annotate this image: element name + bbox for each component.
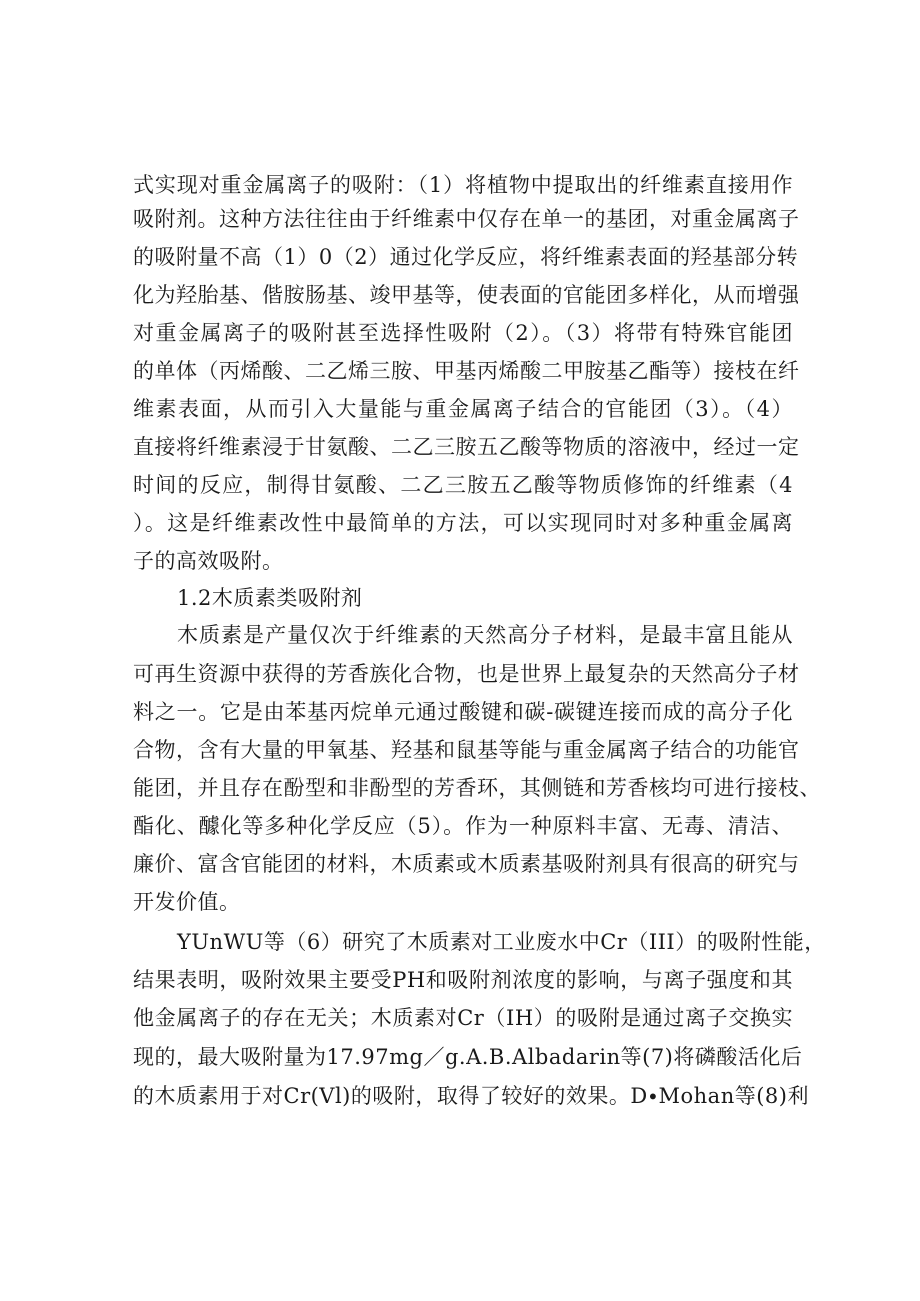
text-line: 合物，含有大量的甲氧基、羟基和鼠基等能与重金属离子结合的功能官: [133, 738, 800, 762]
text-line: 的吸附量不高（1）0（2）通过化学反应，将纤维素表面的羟基部分转: [133, 245, 799, 269]
text-line: 开发价值。: [133, 890, 241, 914]
text-line: 现的，最大吸附量为17.97mg／g.A.B.Albadarin等(7)将磷酸活化后: [133, 1045, 803, 1069]
text-line: 化为羟胎基、偕胺肠基、竣甲基等，使表面的官能团多样化，从而增强: [133, 283, 800, 307]
text-line: 直接将纤维素浸于甘氨酸、二乙三胺五乙酸等物质的溶液中，经过一定: [133, 435, 800, 459]
text-line: 式实现对重金属离子的吸附：（1）将植物中提取出的纤维素直接用作: [133, 173, 793, 197]
text-line: 可再生资源中获得的芳香族化合物，也是世界上最复杂的天然高分子材: [133, 662, 800, 686]
section-heading: 1.2木质素类吸附剂: [177, 586, 363, 610]
text-line: ）。这是纤维素改性中最简单的方法，可以实现同时对多种重金属离: [133, 511, 793, 535]
text-line: 的木质素用于对Cr(Vl)的吸附，取得了较好的效果。D∙Mohan等(8)利: [133, 1084, 809, 1108]
text-line: 廉价、富含官能团的材料，木质素或木质素基吸附剂具有很高的研究与: [133, 852, 800, 876]
text-line: 对重金属离子的吸附甚至选择性吸附（2）。（3）将带有特殊官能团: [133, 321, 793, 345]
text-line: 结果表明，吸附效果主要受PH和吸附剂浓度的影响，与离子强度和其: [133, 968, 793, 992]
text-line: 酯化、醵化等多种化学反应（5）。作为一种原料丰富、无毒、清洁、: [133, 814, 793, 838]
text-line: 的单体（丙烯酸、二乙烯三胺、甲基丙烯酸二甲胺基乙酯等）接枝在纤: [133, 359, 800, 383]
text-line: 时间的反应，制得甘氨酸、二乙三胺五乙酸等物质修饰的纤维素（4: [133, 473, 793, 497]
text-line: YUnWU等（6）研究了木质素对工业废水中Cr（III）的吸附性能，: [177, 930, 826, 954]
text-line: 吸附剂。这种方法往往由于纤维素中仅存在单一的基团，对重金属离子: [133, 207, 800, 231]
text-line: 子的高效吸附。: [133, 549, 284, 573]
text-line: 他金属离子的存在无关；木质素对Cr（IH）的吸附是通过离子交换实: [133, 1006, 793, 1030]
text-line: 木质素是产量仅次于纤维素的天然高分子材料，是最丰富且能从: [177, 623, 793, 647]
text-line: 能团，并且存在酚型和非酚型的芳香环，其侧链和芳香核均可进行接枝、: [133, 776, 821, 800]
text-line: 料之一。它是由苯基丙烷单元通过酸键和碳-碳键连接而成的高分子化: [133, 700, 793, 724]
text-line: 维素表面，从而引入大量能与重金属离子结合的官能团（3）。（4）: [133, 397, 793, 421]
